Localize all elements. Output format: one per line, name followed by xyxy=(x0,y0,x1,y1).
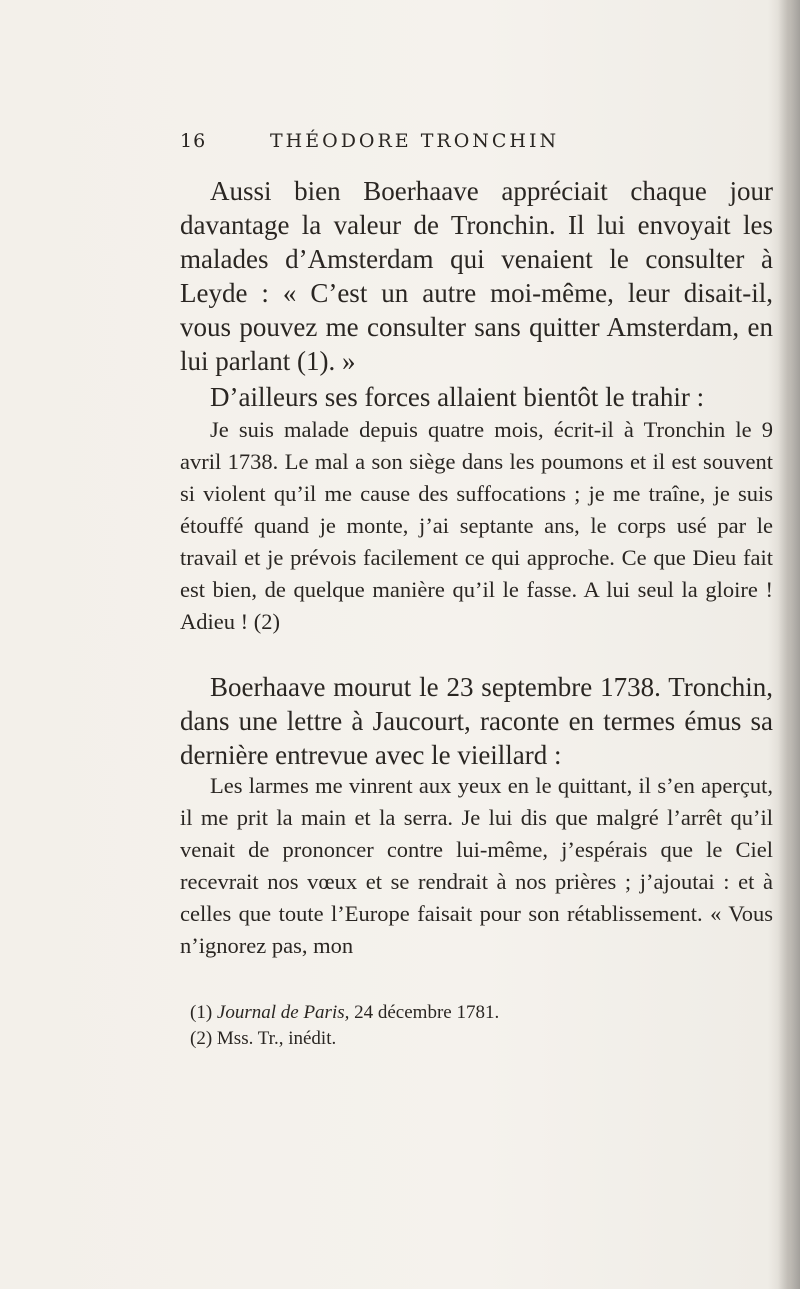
footnote-marker: (1) xyxy=(190,1002,213,1023)
running-header xyxy=(180,130,760,156)
footnote-detail: Mss. Tr., inédit. xyxy=(216,1028,337,1049)
footnote-1 xyxy=(190,1000,750,1026)
quote-letter-1738 xyxy=(180,414,773,638)
footnote-2 xyxy=(190,1026,750,1052)
quote-text: Les larmes me vinrent aux yeux en le quittant, il s’en aperçut, il me prit la main et la serra. Je lui dis que malgré l’arrêt qu’il venait de prononcer contre lui-même, j’espérais que le Ciel recevrait nos vœux et se rendrait à nos prières ; j’ajoutai : et à celles que toute l’Europe faisait pour son rétablissement. « Vous n’ignorez pas, mon xyxy=(180,773,773,958)
running-title: THÉODORE TRONCHIN xyxy=(270,130,560,152)
paragraph-boerhaave-death xyxy=(180,670,773,772)
page-number: 16 xyxy=(180,130,207,152)
paragraph-text: Aussi bien Boerhaave appréciait chaque jour davantage la valeur de Tronchin. Il lui envoyait les malades d’Amsterdam qui venaient le consulter à Leyde : « C’est un autre moi-même, leur disait-il, vous pouvez me consulter sans quitter Amsterdam, en lui parlant (1). » xyxy=(180,176,773,376)
paragraph-forces xyxy=(180,380,773,414)
page-edge-shadow xyxy=(778,0,800,1289)
paragraph-boerhaave-appreciation xyxy=(180,174,773,378)
quote-text: Je suis malade depuis quatre mois, écrit-il à Tronchin le 9 avril 1738. Le mal a son siège dans les poumons et il est souvent si violent qu’il me cause des suffocations ; je me traîne, je suis étouffé quand je monte, j’ai septante ans, le corps usé par le travail et je prévois facilement ce qui approche. Ce que Dieu fait est bien, de quelque manière qu’il le fasse. A lui seul la gloire ! Adieu ! (2) xyxy=(180,417,773,634)
footnote-source: Journal de Paris, xyxy=(216,1002,350,1023)
paragraph-text: Boerhaave mourut le 23 septembre 1738. Tronchin, dans une lettre à Jaucourt, raconte en termes émus sa dernière entrevue avec le vieillard : xyxy=(180,672,773,770)
footnote-detail: 24 décembre 1781. xyxy=(354,1002,500,1023)
quote-letter-jaucourt xyxy=(180,770,773,962)
footnotes xyxy=(190,1000,750,1052)
footnote-marker: (2) xyxy=(190,1028,213,1049)
paragraph-text: D’ailleurs ses forces allaient bientôt le trahir : xyxy=(210,382,705,412)
